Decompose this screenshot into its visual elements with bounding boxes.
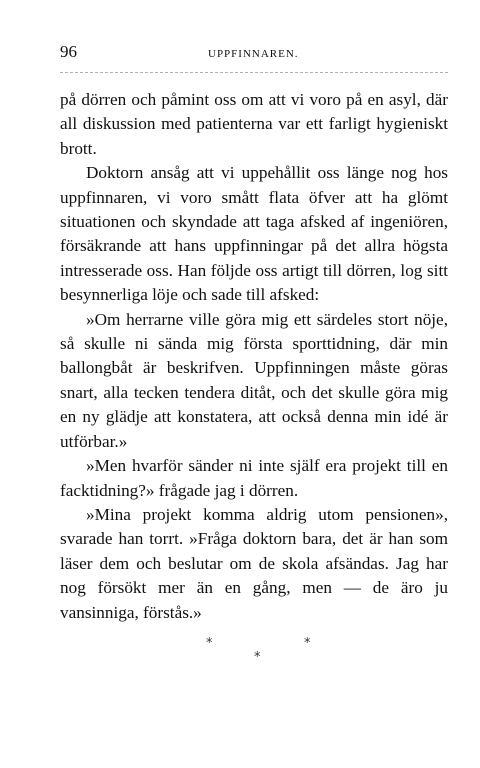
- body-text: [60, 88, 448, 625]
- asterism-star: *: [304, 636, 311, 651]
- page-number: 96: [60, 42, 77, 61]
- asterism-star: *: [206, 636, 213, 651]
- paragraph-continued: på dörren och påmint oss om att vi voro på en asyl, där all diskussion med patienterna var ett farligt hygieniskt brott.: [60, 90, 448, 158]
- asterism-star: *: [254, 650, 261, 665]
- paragraph: Doktorn ansåg att vi uppehållit oss länge nog hos uppfinnaren, vi voro smått flata öfver att ha glömt situationen och skyndade att taga afsked af ingeniören, försäkrande att hans uppfinningar på det allra högsta intresserade oss. Han följde oss artigt till dörren, log sitt besynnerliga löje och sade till afsked:: [60, 163, 448, 305]
- running-head: UPPFINNAREN.: [208, 48, 299, 60]
- paragraph: »Men hvarför sänder ni inte själf era projekt till en facktidning?» frågade jag i dörren.: [60, 456, 448, 500]
- paragraph: »Mina projekt komma aldrig utom pensionen», svarade han torrt. »Fråga doktorn bara, det är han som läser dem och beslutar om de skola afsändas. Jag har nog försökt mer än en gång, men — de äro ju vansinniga, förstås.»: [60, 504, 448, 622]
- header-rule: [60, 72, 448, 73]
- paragraph: »Om herrarne ville göra mig ett särdeles stort nöje, så skulle ni sända mig första sporttidning, där min ballongbåt är beskrifven. Uppfinningen måste göras snart, alla tecken tendera ditåt, och det skulle göra mig en ny glädje att konstatera, att också denna min idé är utförbar.»: [60, 309, 448, 451]
- page-header: [60, 42, 422, 68]
